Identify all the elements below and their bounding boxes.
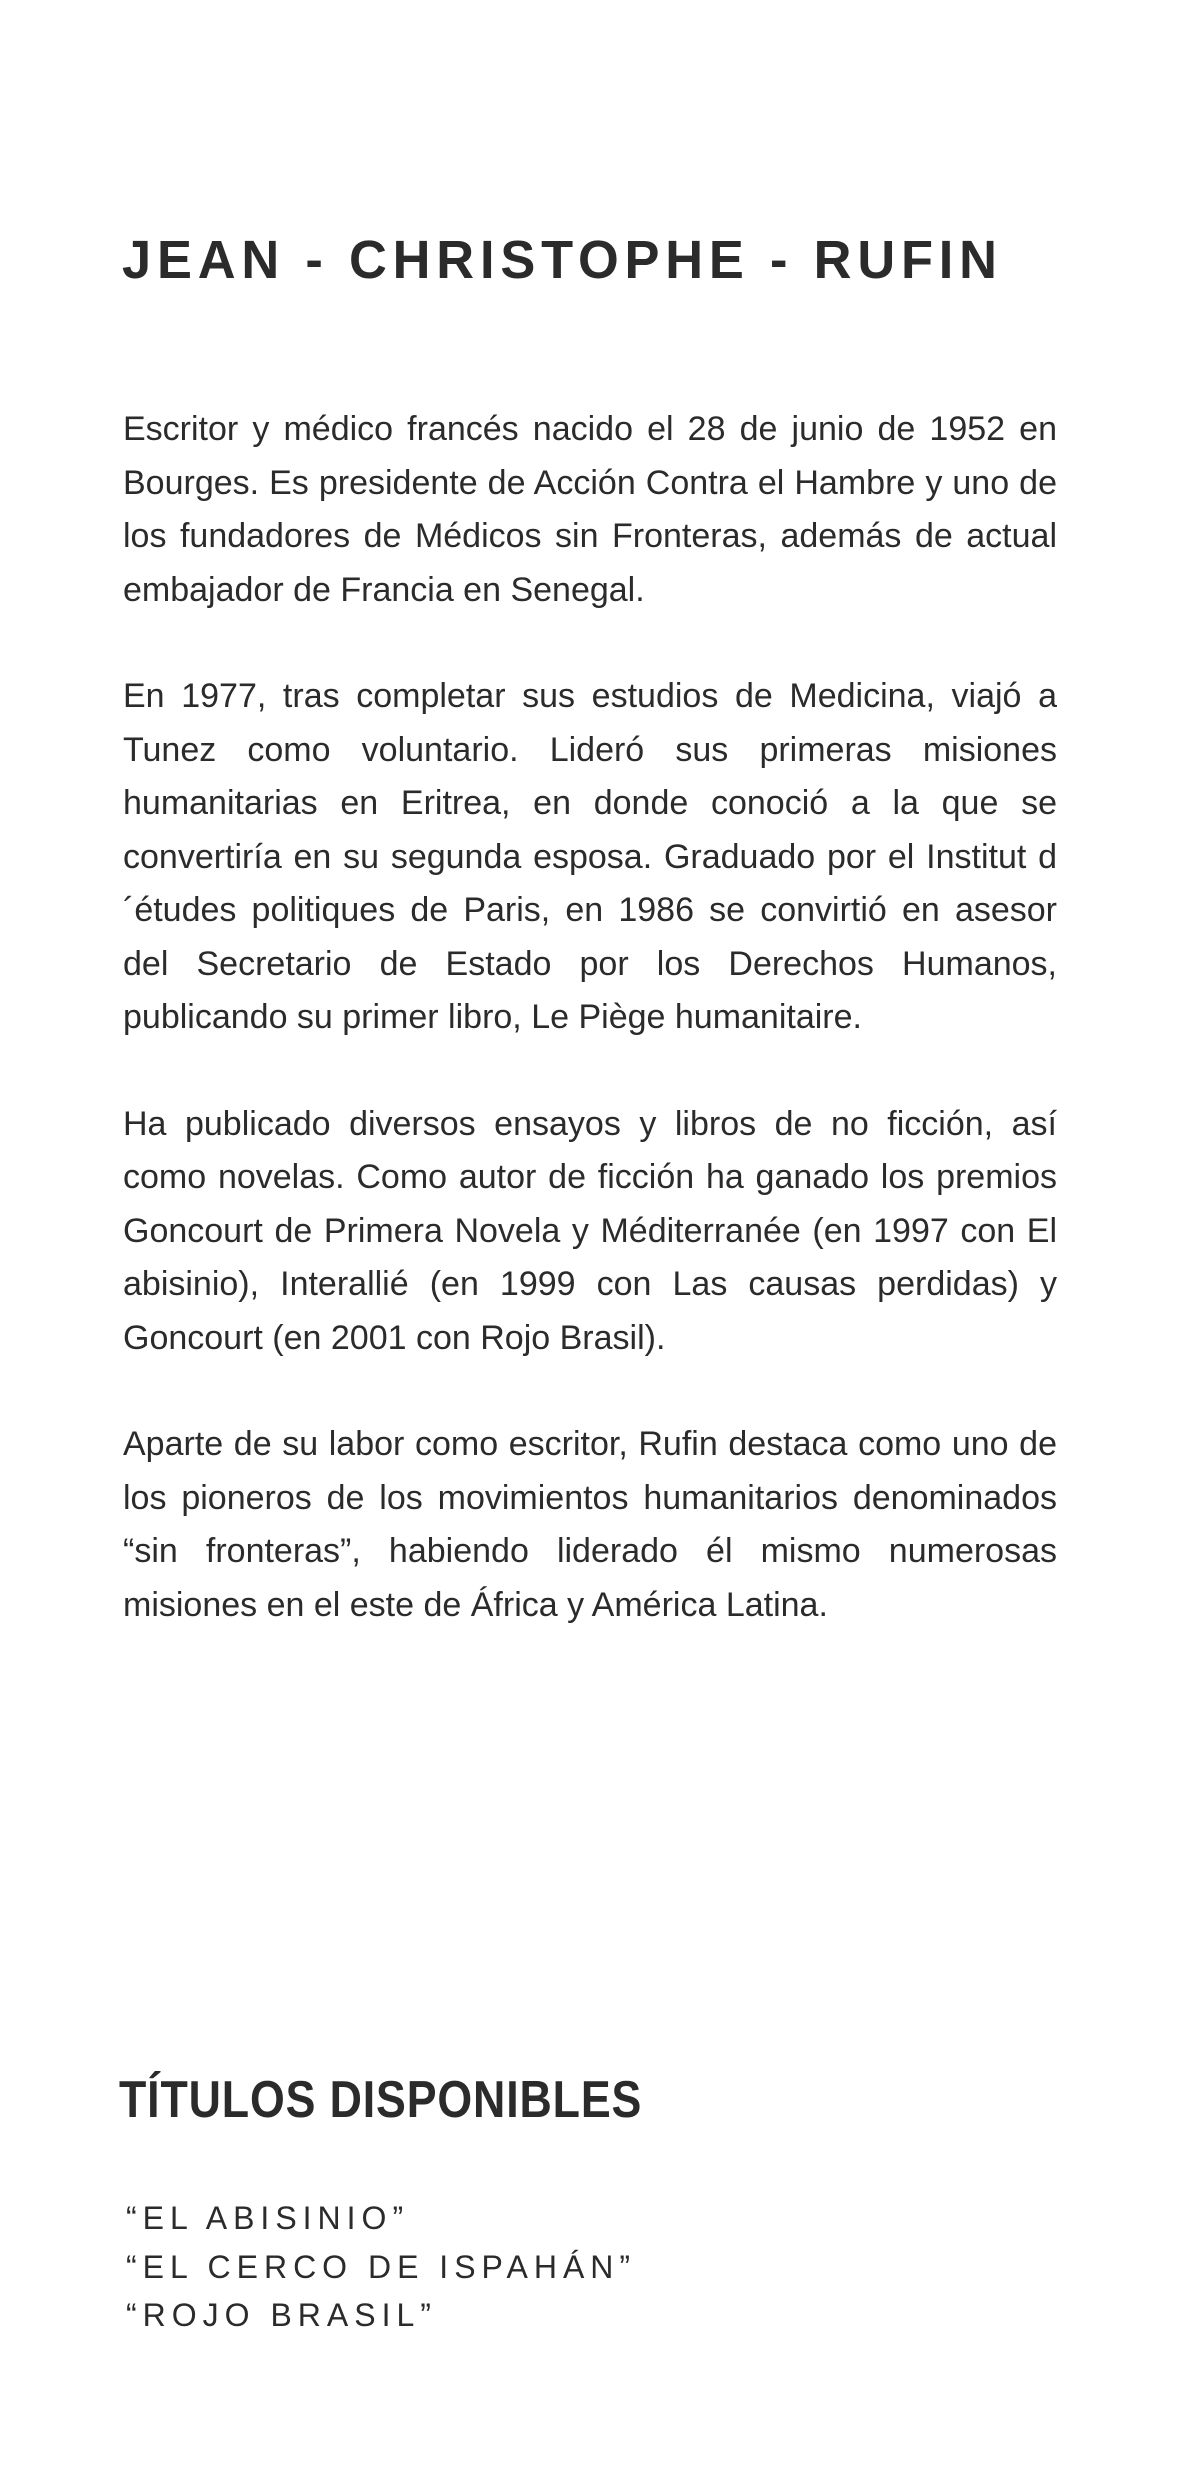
- book-title-list: [126, 2194, 636, 2340]
- bio-paragraph: En 1977, tras completar sus estudios de Medicina, viajó a Tunez como voluntario. Lideró sus primeras misiones humanitarias en Eritrea, en donde conoció a la que se convertiría en su segunda esposa. Graduado por el Institut d´études politiques de Paris, en 1986 se convirtió en asesor del Secretario de Estado por los Derechos Humanos, publicando su primer libro, Le Piège humanitaire.: [123, 677, 1057, 1036]
- book-title: “EL CERCO DE ISPAHÁN”: [126, 2248, 637, 2285]
- bio-section: [123, 403, 1057, 1685]
- page-title: JEAN - CHRISTOPHE - RUFIN: [122, 230, 1003, 290]
- bio-paragraph: Ha publicado diversos ensayos y libros de no ficción, así como novelas. Como autor de ficción ha ganado los premios Goncourt de Primera Novela y Méditerranée (en 1997 con El abisinio), Interallié (en 1999 con Las causas perdidas) y Goncourt (en 2001 con Rojo Brasil).: [123, 1104, 1057, 1357]
- book-title: “EL ABISINIO”: [126, 2200, 410, 2236]
- book-title: “ROJO BRASIL”: [126, 2297, 437, 2333]
- available-titles-heading: TÍTULOS DISPONIBLES: [119, 2071, 643, 2129]
- bio-paragraph: Escritor y médico francés nacido el 28 de junio de 1952 en Bourges. Es presidente de Acción Contra el Hambre y uno de los fundadores de Médicos sin Fronteras, además de actual embajador de Francia en Senegal.: [123, 410, 1057, 609]
- bio-paragraph: Aparte de su labor como escritor, Rufin destaca como uno de los pioneros de los movimientos humanitarios denominados “sin fronteras”, habiendo liderado él mismo numerosas misiones en el este de África y América Latina.: [123, 1425, 1057, 1624]
